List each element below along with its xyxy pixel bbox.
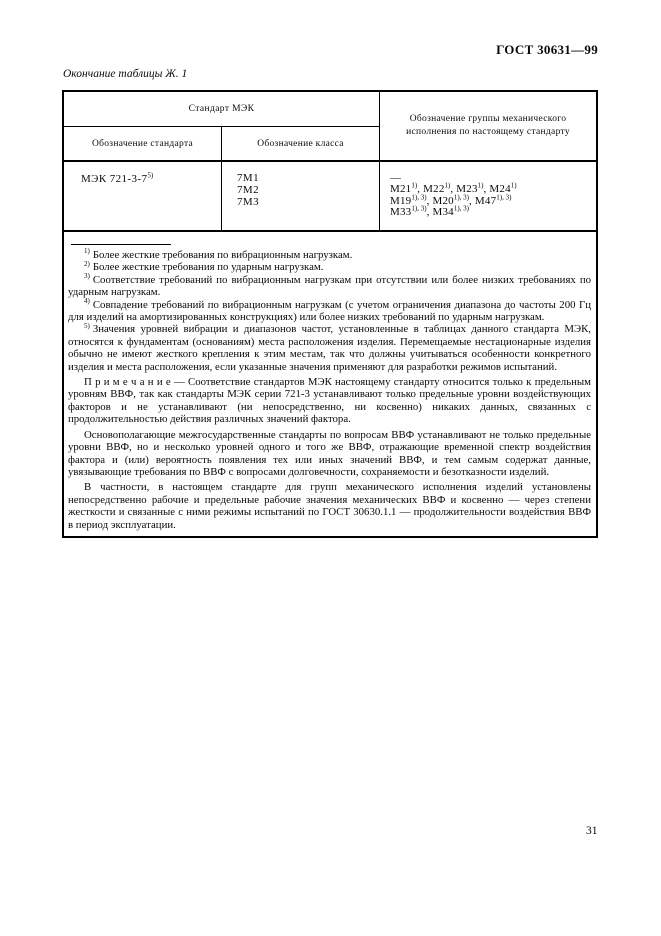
- group-footnote-ref: 1), 3): [411, 192, 427, 201]
- table-row: [64, 162, 596, 232]
- group-footnote-ref: 1), 3): [453, 204, 470, 213]
- table-subheader: [64, 127, 379, 160]
- note-paragraph: П р и м е ч а н и е — Соответствие стандартов МЭК настоящему стандарту относится только к предельным уровням ВВФ, так как стандарты МЭК серии 721-3 устанавливают только предельные уровни воздействующих факторов и не устанавливают (ни непосредственно, ни косвенно) никаких данных, связанных с продолжительностью действия различных значений фактора.: [68, 376, 591, 426]
- group-footnote-ref: 1), 3): [453, 192, 470, 201]
- footnotes-list: [68, 249, 591, 373]
- footnote-marker: 5): [84, 321, 90, 330]
- footnote: $^{3)}$ Соответствие требований по вибрационным нагрузкам при отсутствии или более низких требованиях по ударным нагрузкам.: [68, 272, 591, 299]
- footnote-marker: 1): [84, 247, 90, 256]
- footnotes-section: [64, 244, 596, 536]
- group-footnote-ref: 1): [411, 181, 418, 190]
- table-caption: Окончание таблицы Ж. 1: [63, 68, 188, 80]
- group-footnote-ref: 1): [510, 181, 517, 190]
- header-col-group-designation: Обозначение группы механического исполнения по настоящему стандарту: [406, 114, 570, 137]
- table-header-left: [64, 92, 380, 160]
- table-header: [64, 92, 596, 162]
- group-footnote-ref: 1): [444, 181, 451, 190]
- group-footnote-ref: 1): [477, 181, 484, 190]
- class-designation-line: 7М3: [237, 195, 259, 208]
- standard-designation-footnote-ref: 5): [147, 171, 154, 180]
- group-designation-line: —: [390, 172, 402, 184]
- footnote: $^{4)}$ Совпадение требований по вибрационным нагрузкам (с учетом ограничения диапазона до частоты 200 Гц для изделий на амортизированных конструкциях) или более низких требований по ударным нагрузкам.: [68, 297, 591, 324]
- footnote-marker: 2): [84, 259, 90, 268]
- footnote-marker: 3): [84, 272, 90, 281]
- group-designation-line: М21$^{1)}$, М22$^{1)}$, М23$^{1)}$, М24$^{1)}$: [390, 181, 517, 196]
- page-number: 31: [586, 825, 598, 837]
- standard-designation-text: МЭК 721-3-7: [81, 173, 148, 185]
- group-footnote-ref: 1), 3): [496, 192, 512, 201]
- footnote-marker: 4): [84, 297, 90, 306]
- header-col-class-designation: Обозначение класса: [257, 138, 344, 149]
- cell-class-designations: [222, 162, 380, 230]
- header-col-standard-designation: Обозначение стандарта: [64, 127, 222, 160]
- document-code: ГОСТ 30631—99: [496, 42, 598, 57]
- class-designation-line: 7М1: [237, 172, 259, 184]
- footnote: $^{1)}$ Более жесткие требования по вибрационным нагрузкам.: [84, 247, 353, 261]
- footnote: $^{2)}$ Более жесткие требования по ударным нагрузкам.: [84, 259, 324, 274]
- note-paragraph: Основополагающие межгосударственные стандарты по вопросам ВВФ устанавливают не только предельные уровни ВВФ, но и несколько уровней одного и того же ВВФ, отражающие временной спектр воздействия фактора и (или) вероятность появления тех или иных значений ВВФ, и тем самым содержат данные, увязывающие требования по ВВФ с вопросами долговечности, сохраняемости и безотказности изделий.: [68, 428, 591, 478]
- class-designation-line: 7М2: [237, 183, 259, 196]
- group-designation-line: $М33^{1), 3)}$, $М34^{1), 3)}$: [390, 204, 470, 218]
- note-paragraph: В частности, в настоящем стандарте для групп механического исполнения изделий установлены непосредственно рабочие и предельные рабочие значения механических ВВФ и косвенно — через степени жесткости и связанные с ними режимы испытаний по ГОСТ 30630.1.1 — продолжительности воздействия ВВФ в период эксплуатации.: [68, 481, 591, 531]
- footnote-separator-rule: [71, 244, 171, 245]
- table-zh1: [62, 90, 598, 538]
- cell-standard-designation: [64, 162, 222, 230]
- group-designation-line: $М19^{1), 3)}$, $М20^{1), 3)}$, $М47^{1), 3)}$: [390, 192, 512, 207]
- notes-paragraphs: [68, 376, 591, 531]
- cell-group-designations: [380, 162, 596, 230]
- header-iec-standard: Стандарт МЭК: [64, 92, 379, 127]
- group-footnote-ref: 1), 3): [411, 204, 427, 213]
- footnote: $^{5)}$ Значения уровней вибрации и диапазонов частот, установленные в таблицах данного стандарта МЭК, относятся к фундаментам (основаниям) места расположения изделия. Перемещаемые нестационарные изделия обычно не имеют жесткого крепления к этим местам, так что должны учитываться особенности конкретного изделия и места расположения, если указанные значения применяют для разработки режимов испытаний.: [68, 321, 591, 373]
